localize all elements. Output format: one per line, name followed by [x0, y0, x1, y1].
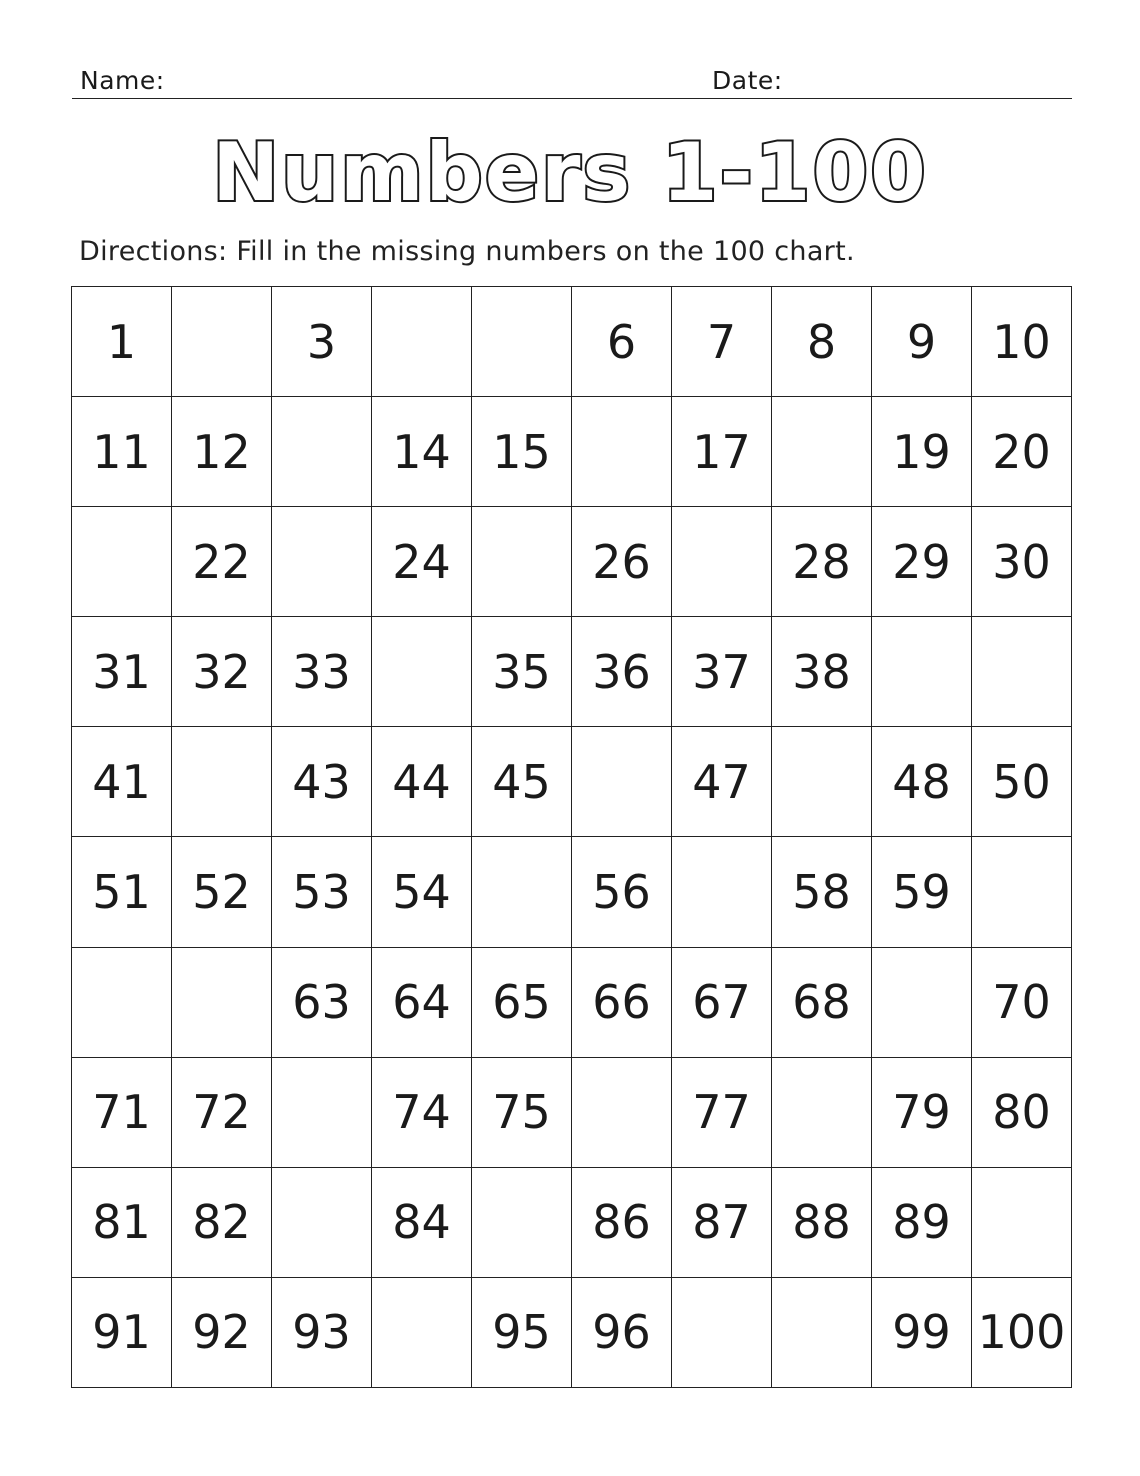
- blank-cell[interactable]: [272, 397, 372, 507]
- number-cell: 45: [472, 727, 572, 837]
- blank-cell[interactable]: [972, 617, 1072, 727]
- blank-cell[interactable]: [672, 507, 772, 617]
- blank-cell[interactable]: [272, 507, 372, 617]
- number-cell: 12: [172, 397, 272, 507]
- number-cell: 7: [672, 287, 772, 397]
- number-cell: 93: [272, 1278, 372, 1388]
- blank-cell[interactable]: [672, 837, 772, 947]
- number-cell: 43: [272, 727, 372, 837]
- number-cell: 82: [172, 1168, 272, 1278]
- number-cell: 14: [372, 397, 472, 507]
- number-cell: 72: [172, 1058, 272, 1168]
- blank-cell[interactable]: [972, 1168, 1072, 1278]
- number-cell: 95: [472, 1278, 572, 1388]
- number-cell: 33: [272, 617, 372, 727]
- number-cell: 52: [172, 837, 272, 947]
- number-cell: 37: [672, 617, 772, 727]
- blank-cell[interactable]: [772, 397, 872, 507]
- number-cell: 26: [572, 507, 672, 617]
- number-cell: 81: [72, 1168, 172, 1278]
- number-cell: 8: [772, 287, 872, 397]
- number-cell: 54: [372, 837, 472, 947]
- blank-cell[interactable]: [672, 1278, 772, 1388]
- number-cell: 84: [372, 1168, 472, 1278]
- number-cell: 87: [672, 1168, 772, 1278]
- number-cell: 88: [772, 1168, 872, 1278]
- blank-cell[interactable]: [572, 397, 672, 507]
- blank-cell[interactable]: [172, 948, 272, 1058]
- number-cell: 99: [872, 1278, 972, 1388]
- number-cell: 70: [972, 948, 1072, 1058]
- number-cell: 64: [372, 948, 472, 1058]
- number-cell: 75: [472, 1058, 572, 1168]
- name-date-line[interactable]: [72, 98, 1072, 99]
- number-cell: 79: [872, 1058, 972, 1168]
- number-cell: 41: [72, 727, 172, 837]
- number-cell: 47: [672, 727, 772, 837]
- number-cell: 56: [572, 837, 672, 947]
- blank-cell[interactable]: [772, 1278, 872, 1388]
- number-cell: 29: [872, 507, 972, 617]
- blank-cell[interactable]: [572, 727, 672, 837]
- blank-cell[interactable]: [872, 948, 972, 1058]
- blank-cell[interactable]: [972, 837, 1072, 947]
- number-cell: 19: [872, 397, 972, 507]
- blank-cell[interactable]: [472, 507, 572, 617]
- blank-cell[interactable]: [572, 1058, 672, 1168]
- number-cell: 59: [872, 837, 972, 947]
- hundred-chart-grid: [71, 286, 1072, 1388]
- number-cell: 74: [372, 1058, 472, 1168]
- number-cell: 1: [72, 287, 172, 397]
- number-cell: 66: [572, 948, 672, 1058]
- number-cell: 24: [372, 507, 472, 617]
- number-cell: 91: [72, 1278, 172, 1388]
- number-cell: 53: [272, 837, 372, 947]
- number-cell: 9: [872, 287, 972, 397]
- number-cell: 11: [72, 397, 172, 507]
- number-cell: 63: [272, 948, 372, 1058]
- number-cell: 20: [972, 397, 1072, 507]
- number-cell: 6: [572, 287, 672, 397]
- number-cell: 68: [772, 948, 872, 1058]
- blank-cell[interactable]: [172, 727, 272, 837]
- blank-cell[interactable]: [472, 837, 572, 947]
- number-cell: 38: [772, 617, 872, 727]
- number-cell: 92: [172, 1278, 272, 1388]
- number-cell: 80: [972, 1058, 1072, 1168]
- blank-cell[interactable]: [472, 287, 572, 397]
- date-label: Date:: [712, 66, 783, 95]
- number-cell: 67: [672, 948, 772, 1058]
- number-cell: 100: [972, 1278, 1072, 1388]
- blank-cell[interactable]: [72, 948, 172, 1058]
- number-cell: 44: [372, 727, 472, 837]
- blank-cell[interactable]: [472, 1168, 572, 1278]
- name-label: Name:: [80, 66, 165, 95]
- number-cell: 15: [472, 397, 572, 507]
- page-title: Numbers 1-100: [212, 126, 928, 219]
- blank-cell[interactable]: [772, 727, 872, 837]
- number-cell: 77: [672, 1058, 772, 1168]
- number-cell: 17: [672, 397, 772, 507]
- blank-cell[interactable]: [372, 1278, 472, 1388]
- number-cell: 3: [272, 287, 372, 397]
- number-cell: 51: [72, 837, 172, 947]
- blank-cell[interactable]: [872, 617, 972, 727]
- blank-cell[interactable]: [272, 1058, 372, 1168]
- blank-cell[interactable]: [372, 617, 472, 727]
- number-cell: 48: [872, 727, 972, 837]
- number-cell: 86: [572, 1168, 672, 1278]
- blank-cell[interactable]: [772, 1058, 872, 1168]
- number-cell: 96: [572, 1278, 672, 1388]
- number-cell: 58: [772, 837, 872, 947]
- blank-cell[interactable]: [172, 287, 272, 397]
- number-cell: 89: [872, 1168, 972, 1278]
- number-cell: 71: [72, 1058, 172, 1168]
- blank-cell[interactable]: [272, 1168, 372, 1278]
- number-cell: 32: [172, 617, 272, 727]
- number-cell: 22: [172, 507, 272, 617]
- number-cell: 35: [472, 617, 572, 727]
- number-cell: 10: [972, 287, 1072, 397]
- number-cell: 30: [972, 507, 1072, 617]
- number-cell: 28: [772, 507, 872, 617]
- number-cell: 65: [472, 948, 572, 1058]
- blank-cell[interactable]: [372, 287, 472, 397]
- directions-text: Directions: Fill in the missing numbers on the 100 chart.: [79, 236, 855, 267]
- number-cell: 50: [972, 727, 1072, 837]
- number-cell: 31: [72, 617, 172, 727]
- number-cell: 36: [572, 617, 672, 727]
- blank-cell[interactable]: [72, 507, 172, 617]
